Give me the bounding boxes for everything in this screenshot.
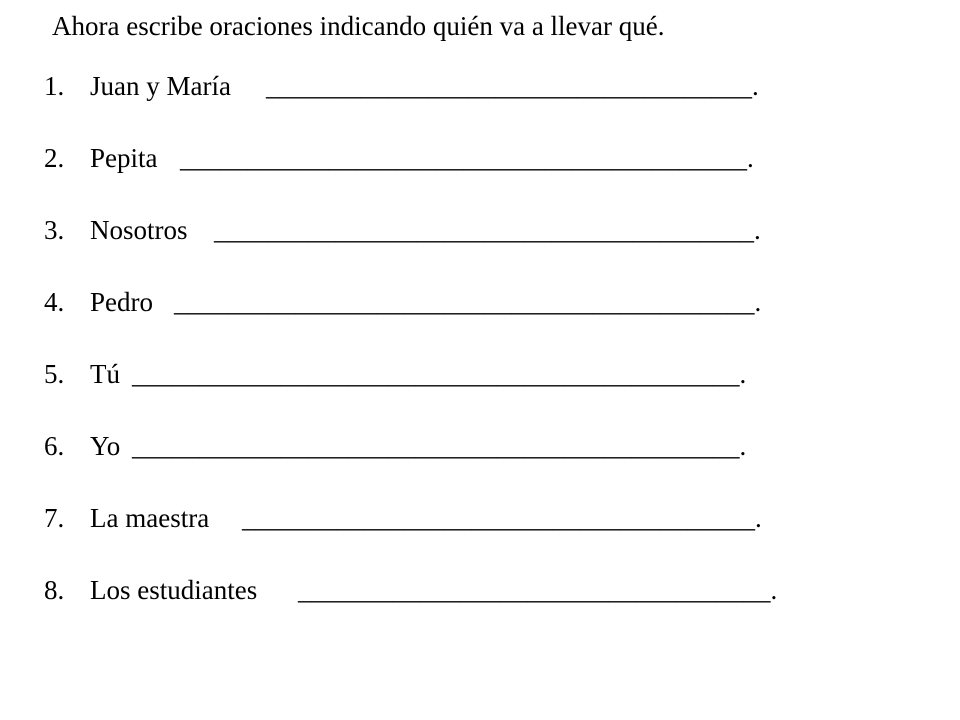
item-subject: Pepita [90, 143, 158, 173]
item-subject: Juan y María [90, 71, 231, 101]
item-number: 7. [44, 503, 65, 533]
answer-blank[interactable]: __________________________________________. [180, 143, 754, 173]
answer-blank[interactable]: ___________________________________. [298, 575, 778, 605]
item-number: 3. [44, 215, 65, 245]
answer-blank[interactable]: _____________________________________________. [132, 359, 747, 389]
item-number: 5. [44, 359, 65, 389]
answer-blank[interactable]: ____________________________________. [266, 71, 759, 101]
item-subject: Yo [90, 431, 121, 461]
item-subject: Pedro [90, 287, 153, 317]
answer-blank[interactable]: _____________________________________________. [132, 431, 747, 461]
item-subject: Tú [90, 359, 120, 389]
item-subject: Nosotros [90, 215, 188, 245]
item-number: 2. [44, 143, 65, 173]
answer-blank[interactable]: ___________________________________________. [174, 287, 762, 317]
item-number: 6. [44, 431, 65, 461]
answer-blank[interactable]: ________________________________________. [214, 215, 761, 245]
answer-blank[interactable]: ______________________________________. [242, 503, 762, 533]
item-number: 1. [44, 71, 65, 101]
item-subject: Los estudiantes [90, 575, 258, 605]
item-number: 4. [44, 287, 65, 317]
instruction-text: Ahora escribe oraciones indicando quién va a llevar qué. [52, 11, 665, 41]
item-number: 8. [44, 575, 65, 605]
item-subject: La maestra [90, 503, 210, 533]
